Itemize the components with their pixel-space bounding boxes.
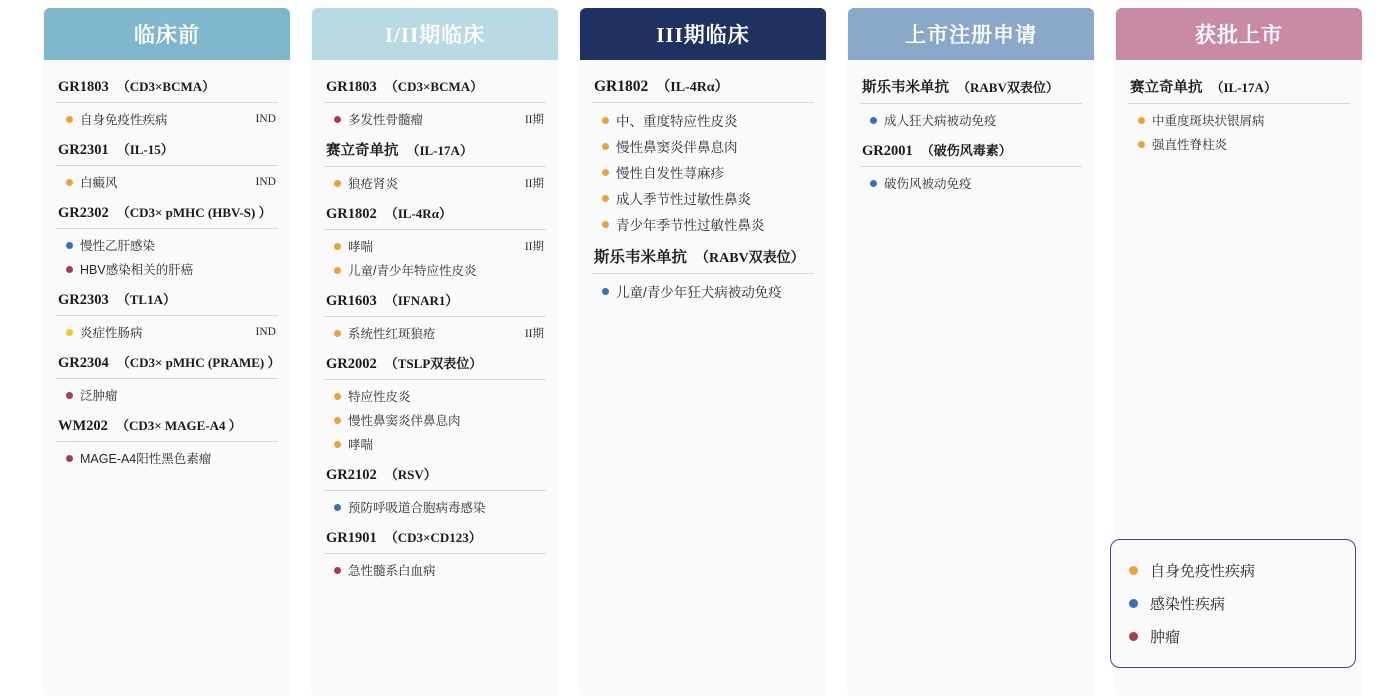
- program-block: [860, 72, 1082, 132]
- indication-label: 成人狂犬病被动免疫: [884, 114, 997, 128]
- program-block: [324, 72, 546, 131]
- category-dot-icon: [602, 195, 609, 202]
- program-block: [56, 72, 278, 131]
- program-code: 赛立奇单抗: [326, 143, 399, 159]
- program-title: [56, 411, 278, 442]
- indication-row: [324, 558, 546, 582]
- program-block: [324, 286, 546, 345]
- program-code: GR2302: [58, 205, 109, 221]
- category-dot-icon: [334, 441, 341, 448]
- category-dot-icon: [66, 392, 73, 399]
- program-title: [324, 523, 546, 554]
- legend-item: [1127, 554, 1339, 587]
- program-target: （CD3× MAGE-A4 ）: [115, 418, 242, 433]
- program-title: [592, 72, 814, 103]
- category-dot-icon: [334, 330, 341, 337]
- indication-label: 哮喘: [348, 438, 374, 452]
- program-block: [592, 241, 814, 304]
- program-target: （TL1A）: [116, 292, 176, 307]
- program-target: （RABV双表位）: [957, 80, 1059, 95]
- indication-row: [324, 495, 546, 519]
- category-dot-icon: [334, 243, 341, 250]
- pipeline-column: [312, 8, 558, 696]
- legend: [1110, 539, 1356, 668]
- legend-dot-icon: [1129, 632, 1138, 641]
- category-dot-icon: [870, 117, 877, 124]
- program-block: [324, 460, 546, 519]
- category-dot-icon: [334, 393, 341, 400]
- program-target: （TSLP双表位）: [384, 356, 483, 371]
- indication-row: [324, 234, 546, 258]
- program-target: （CD3×CD123）: [384, 530, 482, 545]
- indication-row: [1128, 108, 1350, 132]
- program-block: [592, 72, 814, 237]
- category-dot-icon: [334, 504, 341, 511]
- indication-row: [592, 159, 814, 185]
- program-block: [56, 285, 278, 344]
- indication-label: 泛肿瘤: [80, 389, 118, 403]
- program-target: （IL-17A）: [406, 143, 473, 158]
- category-dot-icon: [334, 267, 341, 274]
- legend-dot-icon: [1129, 566, 1138, 575]
- program-target: （破伤风毒素）: [920, 143, 1012, 158]
- program-title: [860, 72, 1082, 104]
- program-code: GR1802: [326, 206, 377, 222]
- column-header: III期临床: [580, 8, 826, 60]
- indication-label: 白癜风: [80, 176, 118, 190]
- indication-row: [56, 383, 278, 407]
- program-block: [56, 198, 278, 281]
- column-body: [848, 60, 1094, 696]
- pipeline-column: [848, 8, 1094, 696]
- indication-label: 破伤风被动免疫: [884, 177, 972, 191]
- program-code: WM202: [58, 418, 108, 434]
- program-target: （RABV双表位）: [695, 251, 805, 266]
- program-block: [56, 411, 278, 470]
- indication-row: [56, 446, 278, 470]
- program-code: GR2002: [326, 356, 377, 372]
- indication-row: [592, 278, 814, 304]
- column-body: [44, 60, 290, 696]
- program-target: （CD3×BCMA）: [116, 79, 216, 94]
- legend-dot-icon: [1129, 599, 1138, 608]
- category-dot-icon: [66, 455, 73, 462]
- indication-label: 慢性自发性荨麻疹: [616, 166, 724, 181]
- category-dot-icon: [602, 169, 609, 176]
- indication-row: [1128, 132, 1350, 156]
- indication-label: 哮喘: [348, 240, 374, 254]
- indication-row: [56, 233, 278, 257]
- program-title: [1128, 72, 1350, 104]
- category-dot-icon: [602, 221, 609, 228]
- program-code: 斯乐韦米单抗: [594, 249, 688, 266]
- program-target: （IL-4Rα）: [384, 206, 452, 221]
- category-dot-icon: [602, 117, 609, 124]
- indication-row: [592, 133, 814, 159]
- category-dot-icon: [66, 242, 73, 249]
- program-title: [324, 72, 546, 103]
- program-target: （CD3× pMHC (PRAME) ）: [116, 355, 281, 370]
- indication-row: [56, 107, 278, 131]
- indication-label: 中、重度特应性皮炎: [616, 114, 738, 129]
- indication-label: 多发性骨髓瘤: [348, 113, 424, 127]
- program-title: [324, 135, 546, 167]
- indication-label: 儿童/青少年狂犬病被动免疫: [616, 285, 782, 300]
- indication-stage: IND: [255, 176, 276, 188]
- program-block: [56, 348, 281, 407]
- program-block: [324, 523, 546, 582]
- program-target: （IL-17A）: [1210, 80, 1277, 95]
- category-dot-icon: [334, 116, 341, 123]
- program-code: GR1803: [326, 79, 377, 95]
- indication-row: [324, 321, 546, 345]
- indication-label: MAGE-A4阳性黑色素瘤: [80, 452, 212, 466]
- program-target: （IL-4Rα）: [656, 80, 729, 95]
- indication-label: 青少年季节性过敏性鼻炎: [616, 218, 765, 233]
- indication-label: 急性髓系白血病: [348, 564, 436, 578]
- category-dot-icon: [1138, 117, 1145, 124]
- legend-label: 肿瘤: [1150, 629, 1181, 646]
- category-dot-icon: [66, 179, 73, 186]
- legend-item: [1127, 620, 1339, 653]
- program-block: [860, 136, 1082, 195]
- program-title: [56, 135, 278, 166]
- program-target: （IFNAR1）: [384, 293, 459, 308]
- indication-row: [592, 107, 814, 133]
- program-code: 斯乐韦米单抗: [862, 80, 949, 96]
- program-code: GR1802: [594, 78, 649, 95]
- program-block: [324, 135, 546, 195]
- indication-stage: II期: [524, 241, 544, 253]
- indication-row: [324, 107, 546, 131]
- program-code: GR2301: [58, 142, 109, 158]
- indication-label: 儿童/青少年特应性皮炎: [348, 264, 477, 278]
- indication-row: [860, 171, 1082, 195]
- indication-row: [324, 171, 546, 195]
- indication-label: HBV感染相关的肝癌: [80, 263, 194, 277]
- indication-label: 特应性皮炎: [348, 390, 411, 404]
- column-header: 上市注册申请: [848, 8, 1094, 60]
- indication-row: [324, 408, 546, 432]
- indication-stage: II期: [524, 328, 544, 340]
- category-dot-icon: [66, 329, 73, 336]
- category-dot-icon: [602, 288, 609, 295]
- indication-row: [860, 108, 1082, 132]
- program-target: （RSV）: [384, 467, 437, 482]
- indication-label: 预防呼吸道合胞病毒感染: [348, 501, 486, 515]
- program-code: GR2303: [58, 292, 109, 308]
- category-dot-icon: [870, 180, 877, 187]
- indication-row: [592, 185, 814, 211]
- indication-label: 自身免疫性疾病: [80, 113, 168, 127]
- program-title: [56, 285, 278, 316]
- indication-row: [56, 320, 278, 344]
- indication-label: 强直性脊柱炎: [1152, 138, 1228, 152]
- legend-label: 自身免疫性疾病: [1150, 563, 1256, 580]
- program-title: [56, 198, 278, 229]
- category-dot-icon: [334, 567, 341, 574]
- category-dot-icon: [334, 180, 341, 187]
- program-code: GR1803: [58, 79, 109, 95]
- program-block: [1128, 72, 1350, 156]
- program-block: [324, 349, 546, 456]
- program-title: [860, 136, 1082, 167]
- program-title: [324, 460, 546, 491]
- program-code: 赛立奇单抗: [1130, 80, 1203, 96]
- program-block: [56, 135, 278, 194]
- program-title: [324, 349, 546, 380]
- category-dot-icon: [1138, 141, 1145, 148]
- indication-label: 炎症性肠病: [80, 326, 143, 340]
- indication-label: 狼疮肾炎: [348, 177, 399, 191]
- indication-label: 成人季节性过敏性鼻炎: [616, 192, 751, 207]
- indication-row: [324, 258, 546, 282]
- indication-label: 系统性红斑狼疮: [348, 327, 436, 341]
- category-dot-icon: [602, 143, 609, 150]
- indication-label: 慢性鼻窦炎伴鼻息肉: [348, 414, 461, 428]
- indication-label: 慢性乙肝感染: [80, 239, 156, 253]
- indication-stage: II期: [524, 114, 544, 126]
- indication-row: [592, 211, 814, 237]
- category-dot-icon: [66, 266, 73, 273]
- indication-stage: IND: [255, 113, 276, 125]
- indication-row: [56, 257, 278, 281]
- legend-item: [1127, 587, 1339, 620]
- indication-stage: IND: [255, 326, 276, 338]
- program-title: [592, 241, 814, 274]
- program-code: GR2304: [58, 355, 109, 371]
- pipeline-column: [580, 8, 826, 696]
- indication-row: [324, 432, 546, 456]
- program-title: [324, 199, 546, 230]
- program-code: GR1901: [326, 530, 377, 546]
- program-block: [324, 199, 546, 282]
- program-target: （CD3×BCMA）: [384, 79, 484, 94]
- category-dot-icon: [334, 417, 341, 424]
- indication-label: 慢性鼻窦炎伴鼻息肉: [616, 140, 738, 155]
- legend-label: 感染性疾病: [1150, 596, 1226, 613]
- program-title: [56, 348, 281, 379]
- column-header: I/II期临床: [312, 8, 558, 60]
- pipeline-column: [44, 8, 290, 696]
- column-header: 临床前: [44, 8, 290, 60]
- program-code: GR2001: [862, 143, 913, 159]
- indication-label: 中重度斑块状银屑病: [1152, 114, 1265, 128]
- program-title: [56, 72, 278, 103]
- indication-stage: II期: [524, 178, 544, 190]
- indication-row: [56, 170, 278, 194]
- category-dot-icon: [66, 116, 73, 123]
- program-code: GR1603: [326, 293, 377, 309]
- program-target: （CD3× pMHC (HBV-S) ）: [116, 205, 272, 220]
- indication-row: [324, 384, 546, 408]
- program-target: （IL-15）: [116, 142, 174, 157]
- column-body: [312, 60, 558, 696]
- program-title: [324, 286, 546, 317]
- program-code: GR2102: [326, 467, 377, 483]
- column-header: 获批上市: [1116, 8, 1362, 60]
- column-body: [580, 60, 826, 696]
